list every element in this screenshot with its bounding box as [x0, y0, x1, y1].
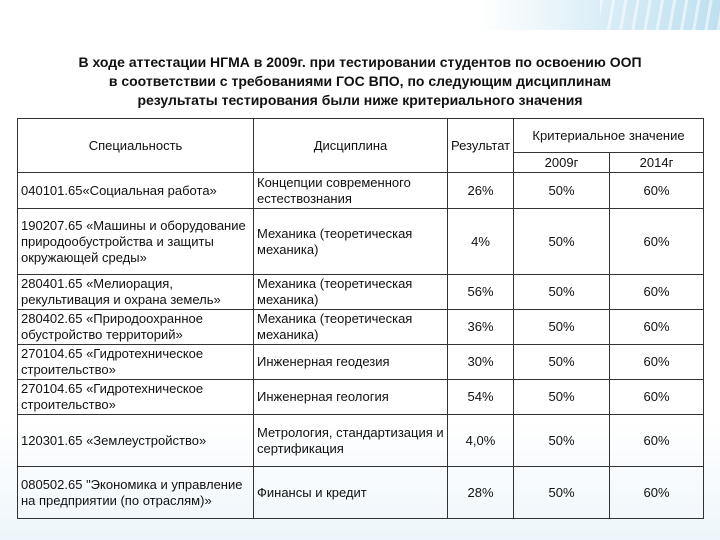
cell-discipline: Финансы и кредит — [254, 467, 448, 519]
table-row — [18, 380, 704, 415]
title-line-1: В ходе аттестации НГМА в 2009г. при тестировании студентов по освоению ООП — [78, 54, 642, 70]
cell-discipline: Механика (теоретическая механика) — [254, 310, 448, 345]
table-row — [18, 275, 704, 310]
cell-2009: 50% — [514, 467, 610, 519]
cell-2014: 60% — [610, 345, 704, 380]
cell-specialty: 270104.65 «Гидротехническое строительство» — [18, 345, 254, 380]
cell-result: 4% — [448, 209, 514, 275]
table-row — [18, 173, 704, 209]
cell-result: 28% — [448, 467, 514, 519]
header-year-2009: 2009г — [514, 153, 610, 173]
cell-2009: 50% — [514, 380, 610, 415]
table-row — [18, 310, 704, 345]
cell-result: 54% — [448, 380, 514, 415]
title-line-3: результаты тестирования были ниже критериального значения — [137, 92, 583, 108]
cell-result: 36% — [448, 310, 514, 345]
cell-2014: 60% — [610, 209, 704, 275]
header-result: Результат — [448, 119, 514, 173]
cell-result: 26% — [448, 173, 514, 209]
cell-2014: 60% — [610, 275, 704, 310]
cell-discipline: Механика (теоретическая механика) — [254, 275, 448, 310]
cell-specialty: 270104.65 «Гидротехническое строительство» — [18, 380, 254, 415]
cell-specialty: 040101.65«Социальная работа» — [18, 173, 254, 209]
header-criterion: Критериальное значение — [514, 119, 704, 153]
cell-specialty: 080502.65 "Экономика и управление на предприятии (по отраслям)» — [18, 467, 254, 519]
cell-2014: 60% — [610, 310, 704, 345]
cell-2009: 50% — [514, 415, 610, 467]
cell-discipline: Инженерная геология — [254, 380, 448, 415]
cell-2014: 60% — [610, 380, 704, 415]
cell-2009: 50% — [514, 345, 610, 380]
cell-2014: 60% — [610, 415, 704, 467]
slide-title — [20, 53, 700, 110]
header-specialty: Специальность — [18, 119, 254, 173]
cell-2014: 60% — [610, 173, 704, 209]
cell-specialty: 280402.65 «Природоохранное обустройство территорий» — [18, 310, 254, 345]
cell-result: 56% — [448, 275, 514, 310]
table-row — [18, 345, 704, 380]
cell-discipline: Инженерная геодезия — [254, 345, 448, 380]
cell-result: 4,0% — [448, 415, 514, 467]
cell-2014: 60% — [610, 467, 704, 519]
title-line-2: в соответствии с требованиями ГОС ВПО, по следующим дисциплинам — [108, 73, 612, 89]
results-table — [17, 118, 704, 519]
cell-2009: 50% — [514, 173, 610, 209]
cell-2009: 50% — [514, 209, 610, 275]
table-row — [18, 209, 704, 275]
cell-2009: 50% — [514, 275, 610, 310]
header-year-2014: 2014г — [610, 153, 704, 173]
cell-specialty: 120301.65 «Землеустройство» — [18, 415, 254, 467]
cell-discipline: Концепции современного естествознания — [254, 173, 448, 209]
corner-decoration — [480, 0, 720, 30]
table-row — [18, 415, 704, 467]
cell-specialty: 280401.65 «Мелиорация, рекультивация и охрана земель» — [18, 275, 254, 310]
table-row — [18, 467, 704, 519]
cell-discipline: Метрология, стандартизация и сертификация — [254, 415, 448, 467]
header-discipline: Дисциплина — [254, 119, 448, 173]
cell-result: 30% — [448, 345, 514, 380]
cell-specialty: 190207.65 «Машины и оборудование природообустройства и защиты окружающей среды» — [18, 209, 254, 275]
cell-2009: 50% — [514, 310, 610, 345]
cell-discipline: Механика (теоретическая механика) — [254, 209, 448, 275]
